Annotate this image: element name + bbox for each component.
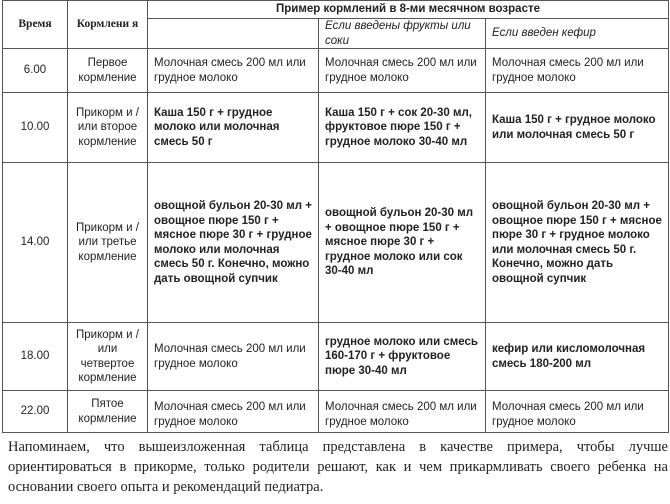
feeding-schedule-table — [2, 0, 669, 433]
row-time: 14.00 — [3, 163, 68, 323]
header-kefir: Если введен кефир — [486, 19, 669, 49]
table-row — [3, 391, 669, 433]
row-feeding: Прикорм и /или второе кормление — [68, 93, 148, 163]
cell-fruit: грудное молоко или смесь 160-170 г + фруктовое пюре 30-40 мл — [319, 323, 486, 391]
header-base — [148, 19, 319, 49]
cell-base: Молочная смесь 200 мл или грудное молоко — [148, 391, 319, 433]
header-time: Время — [3, 1, 68, 49]
footnote: Напоминаем, что вышеизложенная таблица представлена в качестве примера, чтобы лучше ориентироваться в прикорме, только родители решают, как и чем прикармливать своего ребенка на основании своего опыта и рекомендаций педиатра. — [8, 439, 668, 495]
cell-kefir: кефир или кисломолочная смесь 180-200 мл — [486, 323, 669, 391]
header-row — [3, 1, 669, 19]
cell-kefir: Молочная смесь 200 мл или грудное молоко — [486, 391, 669, 433]
header-fruit: Если введены фрукты или соки — [319, 19, 486, 49]
cell-base: Каша 150 г + грудное молоко или молочная смесь 50 г — [148, 93, 319, 163]
table-title: Пример кормлений в 8-ми месячном возрасте — [148, 1, 669, 19]
row-time: 18.00 — [3, 323, 68, 391]
row-time: 22.00 — [3, 391, 68, 433]
table-row — [3, 323, 669, 391]
table-row — [3, 93, 669, 163]
cell-kefir: Каша 150 г + грудное молоко или молочная смесь 50 г — [486, 93, 669, 163]
row-feeding: Первое кормление — [68, 49, 148, 93]
cell-fruit: Молочная смесь 200 мл или грудное молоко — [319, 391, 486, 433]
cell-fruit: Каша 150 г + сок 20-30 мл, фруктовое пюре 150 г + грудное молоко 30-40 мл — [319, 93, 486, 163]
cell-base: овощной бульон 20-30 мл + овощное пюре 150 г + мясное пюре 30 г + грудное молоко или молочная смесь 50 г. Конечно, можно дать овощной супчик — [148, 163, 319, 323]
cell-fruit: овощной бульон 20-30 мл + овощное пюре 150 г + мясное пюре 30 г + грудное молоко или сок 30-40 мл — [319, 163, 486, 323]
header-feeding: Кормлени я — [68, 1, 148, 49]
row-feeding: Прикорм и /или четвертое кормление — [68, 323, 148, 391]
table-row — [3, 163, 669, 323]
row-feeding: Пятое кормление — [68, 391, 148, 433]
table-row — [3, 49, 669, 93]
cell-kefir: овощной бульон 20-30 мл + овощное пюре 150 г + мясное пюре 30 г + грудное молоко или молочная смесь 50 г. Конечно, можно дать овощной супчик — [486, 163, 669, 323]
row-time: 10.00 — [3, 93, 68, 163]
row-feeding: Прикорм и /или третье кормление — [68, 163, 148, 323]
row-time: 6.00 — [3, 49, 68, 93]
cell-kefir: Молочная смесь 200 мл или грудное молоко — [486, 49, 669, 93]
cell-fruit: Молочная смесь 200 мл или грудное молоко — [319, 49, 486, 93]
cell-base: Молочная смесь 200 мл или грудное молоко — [148, 49, 319, 93]
cell-base: Молочная смесь 200 мл или грудное молоко — [148, 323, 319, 391]
